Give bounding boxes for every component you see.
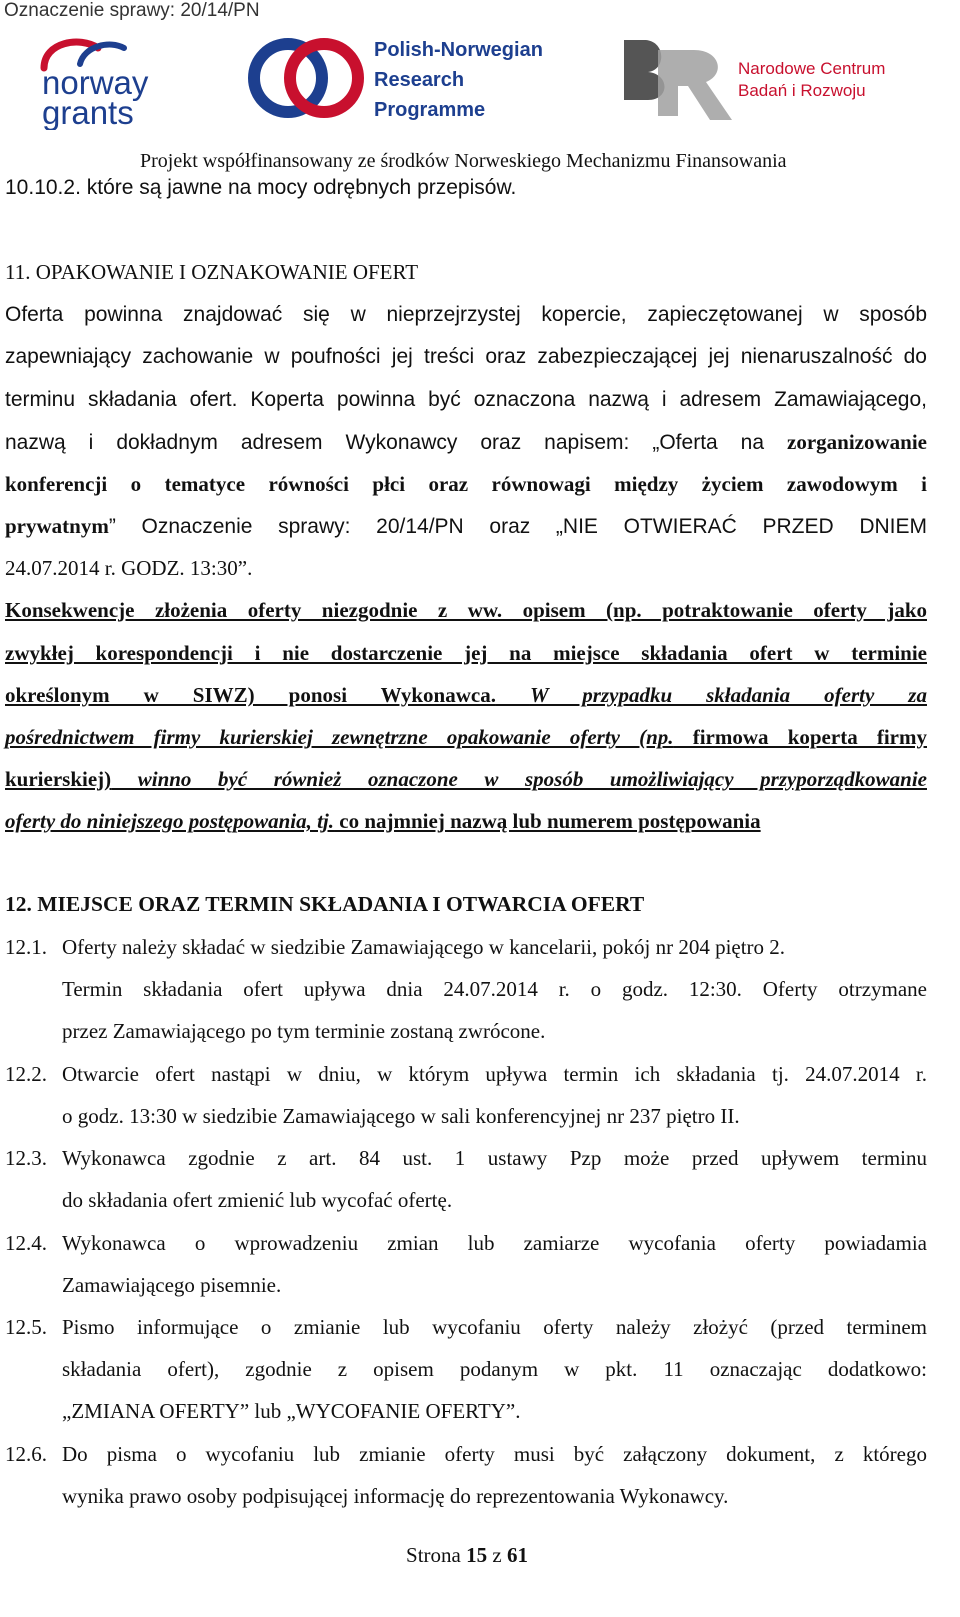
section-12-title: 12. MIEJSCE ORAZ TERMIN SKŁADANIA I OTWARCIA OFERT bbox=[5, 892, 645, 916]
item-12-4-line1: Wykonawca o wprowadzeniu zmian lub zamiarze wycofania oferty powiadamia bbox=[62, 1231, 927, 1255]
item-12-4-line2: Zamawiającego pisemnie. bbox=[62, 1273, 282, 1297]
pnrp-logo-line1: Polish-Norwegian bbox=[374, 39, 543, 61]
section-11-para1-line1: Oferta powinna znajdować się w nieprzejrzystej kopercie, zapieczętowanej w sposób bbox=[5, 303, 927, 326]
para1-line6-text: ” Oznaczenie sprawy: 20/14/PN oraz „NIE OTWIERAĆ PRZED DNIEM bbox=[108, 515, 927, 538]
section-11-para2-line6 bbox=[5, 809, 927, 834]
item-12-5-number: 12.5. bbox=[5, 1315, 47, 1339]
pnrp-logo bbox=[246, 34, 566, 124]
item-12-3-line1: Wykonawca zgodnie z art. 84 ust. 1 ustawy Pzp może przed upływem terminu bbox=[62, 1146, 927, 1170]
case-reference: Oznaczenie sprawy: 20/14/PN bbox=[4, 0, 260, 21]
para2-line4-italic: pośrednictwem firmy kurierskiej zewnętrzne opakowanie oferty (np. bbox=[5, 725, 674, 749]
item-12-3-line2: do składania ofert zmienić lub wycofać ofertę. bbox=[62, 1188, 453, 1212]
item-12-2-line2: o godz. 13:30 w siedzibie Zamawiającego w sali konferencyjnej nr 237 piętro II. bbox=[62, 1104, 740, 1128]
item-12-5-line2: składania ofert), zgodnie z opisem podanym w pkt. 11 oznaczając dodatkowo: bbox=[62, 1357, 927, 1381]
item-12-3-number: 12.3. bbox=[5, 1146, 47, 1170]
section-11-para1-line2: zapewniający zachowanie w poufności jej treści oraz zabezpieczającej jej nienaruszalność do bbox=[5, 345, 927, 368]
section-11-para2-line3 bbox=[5, 683, 927, 708]
item-12-5-line3: „ZMIANA OFERTY” lub „WYCOFANIE OFERTY”. bbox=[62, 1399, 521, 1423]
ncbr-icon bbox=[618, 30, 898, 130]
section-11-para1-line4 bbox=[5, 430, 927, 455]
item-12-6-line2: wynika prawo osoby podpisującej informację do reprezentowania Wykonawcy. bbox=[62, 1484, 729, 1508]
item-12-1-line3: przez Zamawiającego po tym terminie zostaną zwrócone. bbox=[62, 1019, 546, 1043]
item-12-6-line1: Do pisma o wycofaniu lub zmianie oferty musi być załączony dokument, z którego bbox=[62, 1442, 927, 1466]
section-11-para1-line5: konferencji o tematyce równości płci oraz równowagi między życiem zawodowym i bbox=[5, 472, 927, 496]
norway-logo-line2: grants bbox=[42, 94, 134, 130]
footer-current-page: 15 bbox=[466, 1543, 488, 1567]
para1-line4-bold: zorganizowanie bbox=[787, 430, 927, 454]
pnrp-icon bbox=[246, 34, 566, 124]
section-11-title: 11. OPAKOWANIE I OZNAKOWANIE OFERT bbox=[5, 260, 419, 284]
ncbr-logo-line2: Badań i Rozwoju bbox=[738, 81, 866, 100]
section-11-para2-line2: zwykłej korespondencji i nie dostarczenie jej na miejsce składania ofert w terminie bbox=[5, 641, 927, 665]
para2-line6-italic: oferty do niniejszego postępowania, tj. bbox=[5, 809, 335, 833]
item-12-6-number: 12.6. bbox=[5, 1442, 47, 1466]
para1-line6-bold: prywatnym bbox=[5, 514, 109, 538]
item-12-5-line1: Pismo informujące o zmianie lub wycofaniu oferty należy złożyć (przed terminem bbox=[62, 1315, 927, 1339]
para2-line4-bold: firmowa koperta firmy bbox=[673, 725, 927, 749]
ncbr-logo-line1: Narodowe Centrum bbox=[738, 59, 886, 78]
ncbr-logo bbox=[618, 30, 898, 130]
norway-grants-logo bbox=[40, 34, 200, 130]
section-11-para2-line1: Konsekwencje złożenia oferty niezgodnie z ww. opisem (np. potraktowanie oferty jako bbox=[5, 598, 927, 622]
para2-line3-italic: W przypadku składania oferty za bbox=[529, 683, 927, 707]
item-10-10-2: 10.10.2. które są jawne na mocy odrębnych przepisów. bbox=[5, 176, 517, 199]
pnrp-logo-line3: Programme bbox=[374, 99, 486, 121]
section-11-para1-line6 bbox=[5, 514, 927, 539]
para2-line5-bold: kurierskiej) bbox=[5, 767, 112, 791]
pnrp-logo-line2: Research bbox=[374, 69, 465, 91]
item-12-1-line2: Termin składania ofert upływa dnia 24.07.2014 r. o godz. 12:30. Oferty otrzymane bbox=[62, 977, 927, 1001]
footer-prefix: Strona bbox=[406, 1543, 467, 1567]
para2-line5-italic: winno być również oznaczone w sposób umożliwiający przyporządkowanie bbox=[111, 767, 927, 791]
para2-line6-bold: co najmniej nazwą lub numerem postępowania bbox=[334, 809, 761, 833]
page-number-footer bbox=[0, 1543, 934, 1568]
item-12-1-number: 12.1. bbox=[5, 935, 47, 959]
footer-separator: z bbox=[487, 1543, 507, 1567]
para2-line3-bold: określonym w SIWZ) ponosi Wykonawca. bbox=[5, 683, 496, 707]
section-11-para1-line7: 24.07.2014 r. GODZ. 13:30”. bbox=[5, 556, 253, 580]
item-12-2-number: 12.2. bbox=[5, 1062, 47, 1086]
footer-total-pages: 61 bbox=[506, 1543, 528, 1567]
item-12-2-line1: Otwarcie ofert nastąpi w dniu, w którym upływa termin ich składania tj. 24.07.2014 r. bbox=[62, 1062, 927, 1086]
item-12-1-line1: Oferty należy składać w siedzibie Zamawiającego w kancelarii, pokój nr 204 piętro 2. bbox=[62, 935, 786, 959]
section-11-para2-line4 bbox=[5, 725, 927, 750]
item-12-4-number: 12.4. bbox=[5, 1231, 47, 1255]
section-11-para2-line5 bbox=[5, 767, 927, 792]
norway-grants-icon bbox=[40, 34, 200, 130]
section-11-para1-line3: terminu składania ofert. Koperta powinna być oznaczona nazwą i adresem Zamawiającego, bbox=[5, 388, 927, 411]
para1-line4-text: nazwą i dokładnym adresem Wykonawcy oraz napisem: „Oferta na bbox=[5, 431, 788, 454]
norway-logo-line1: norway bbox=[42, 64, 149, 101]
cofinancing-note: Projekt współfinansowany ze środków Norweskiego Mechanizmu Finansowania bbox=[140, 150, 787, 172]
